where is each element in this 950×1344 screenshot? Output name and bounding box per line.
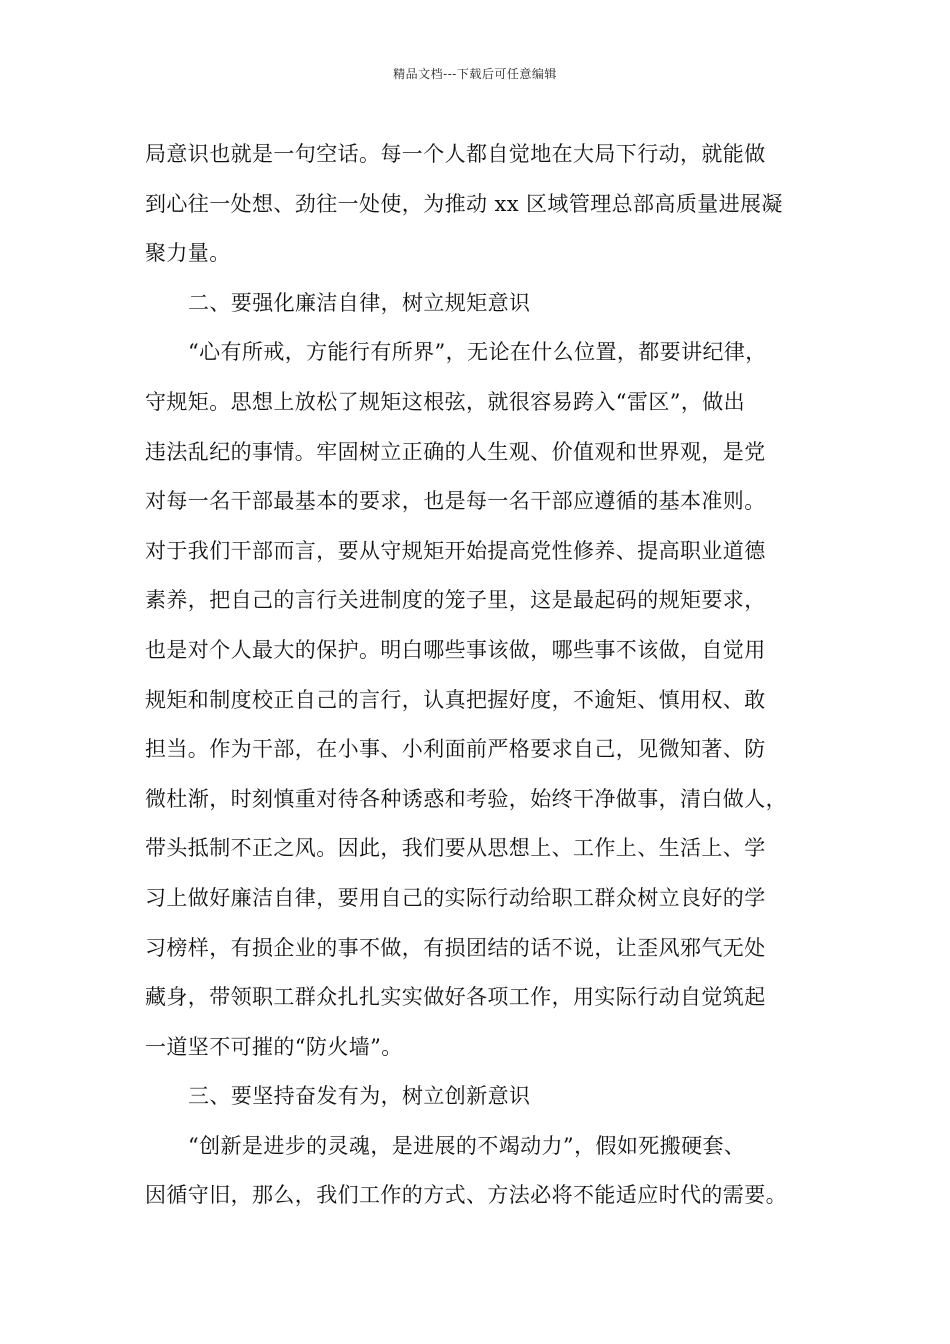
text-line: 规矩和制度校正自己的言行，认真把握好度，不逾矩、慎用权、敢: [145, 687, 766, 712]
text-line: 习上做好廉洁自律，要用自己的实际行动给职工群众树立良好的学: [145, 885, 766, 910]
text-line: 聚力量。: [145, 241, 231, 266]
section-heading: 三、要坚持奋发有为，树立创新意识: [188, 1084, 531, 1109]
text-line: 对每一名干部最基本的要求，也是每一名干部应遵循的基本准则。: [145, 489, 766, 514]
text-line: 一道坚不可摧的“防火墙”。: [145, 1034, 403, 1059]
text-line: 担当。作为干部，在小事、小利面前严格要求自己，见微知著、防: [145, 737, 766, 762]
text-line: 藏身，带领职工群众扎扎实实做好各项工作，用实际行动自觉筑起: [145, 985, 766, 1010]
text-line: “创新是进步的灵魂，是进展的不竭动力”，假如死搬硬套、: [188, 1133, 746, 1158]
text-line: 守规矩。思想上放松了规矩这根弦，就很容易跨入“雷区”，做出: [145, 389, 746, 414]
text-line: 习榜样，有损企业的事不做，有损团结的话不说，让歪风邪气无处: [145, 935, 766, 960]
text-line: 对于我们干部而言，要从守规矩开始提高党性修养、提高职业道德: [145, 538, 766, 563]
text-line: 微杜渐，时刻慎重对待各种诱惑和考验，始终干净做事，清白做人，: [145, 786, 787, 811]
text-line: 也是对个人最大的保护。明白哪些事该做，哪些事不该做，自觉用: [145, 637, 766, 662]
text-line: “心有所戒，方能行有所界”，无论在什么位置，都要讲纪律，: [188, 340, 767, 365]
text-line: 因循守旧，那么，我们工作的方式、方法必将不能适应时代的需要。: [145, 1183, 787, 1208]
text-line: 局意识也就是一句空话。每一个人都自觉地在大局下行动，就能做: [145, 142, 766, 166]
text-line: 违法乱纪的事情。牢固树立正确的人生观、价值观和世界观，是党: [145, 439, 766, 464]
text-line: 到心往一处想、劲往一处使，为推动 xx 区域管理总部高质量进展凝: [145, 191, 783, 216]
text-line: 带头抵制不正之风。因此，我们要从思想上、工作上、生活上、学: [145, 836, 766, 861]
page-header: 精品文档---下载后可任意编辑: [393, 67, 557, 81]
section-heading: 二、要强化廉洁自律，树立规矩意识: [188, 290, 531, 315]
document-body: [145, 130, 835, 1221]
text-line: 素养，把自己的言行关进制度的笼子里，这是最起码的规矩要求，: [145, 588, 766, 613]
